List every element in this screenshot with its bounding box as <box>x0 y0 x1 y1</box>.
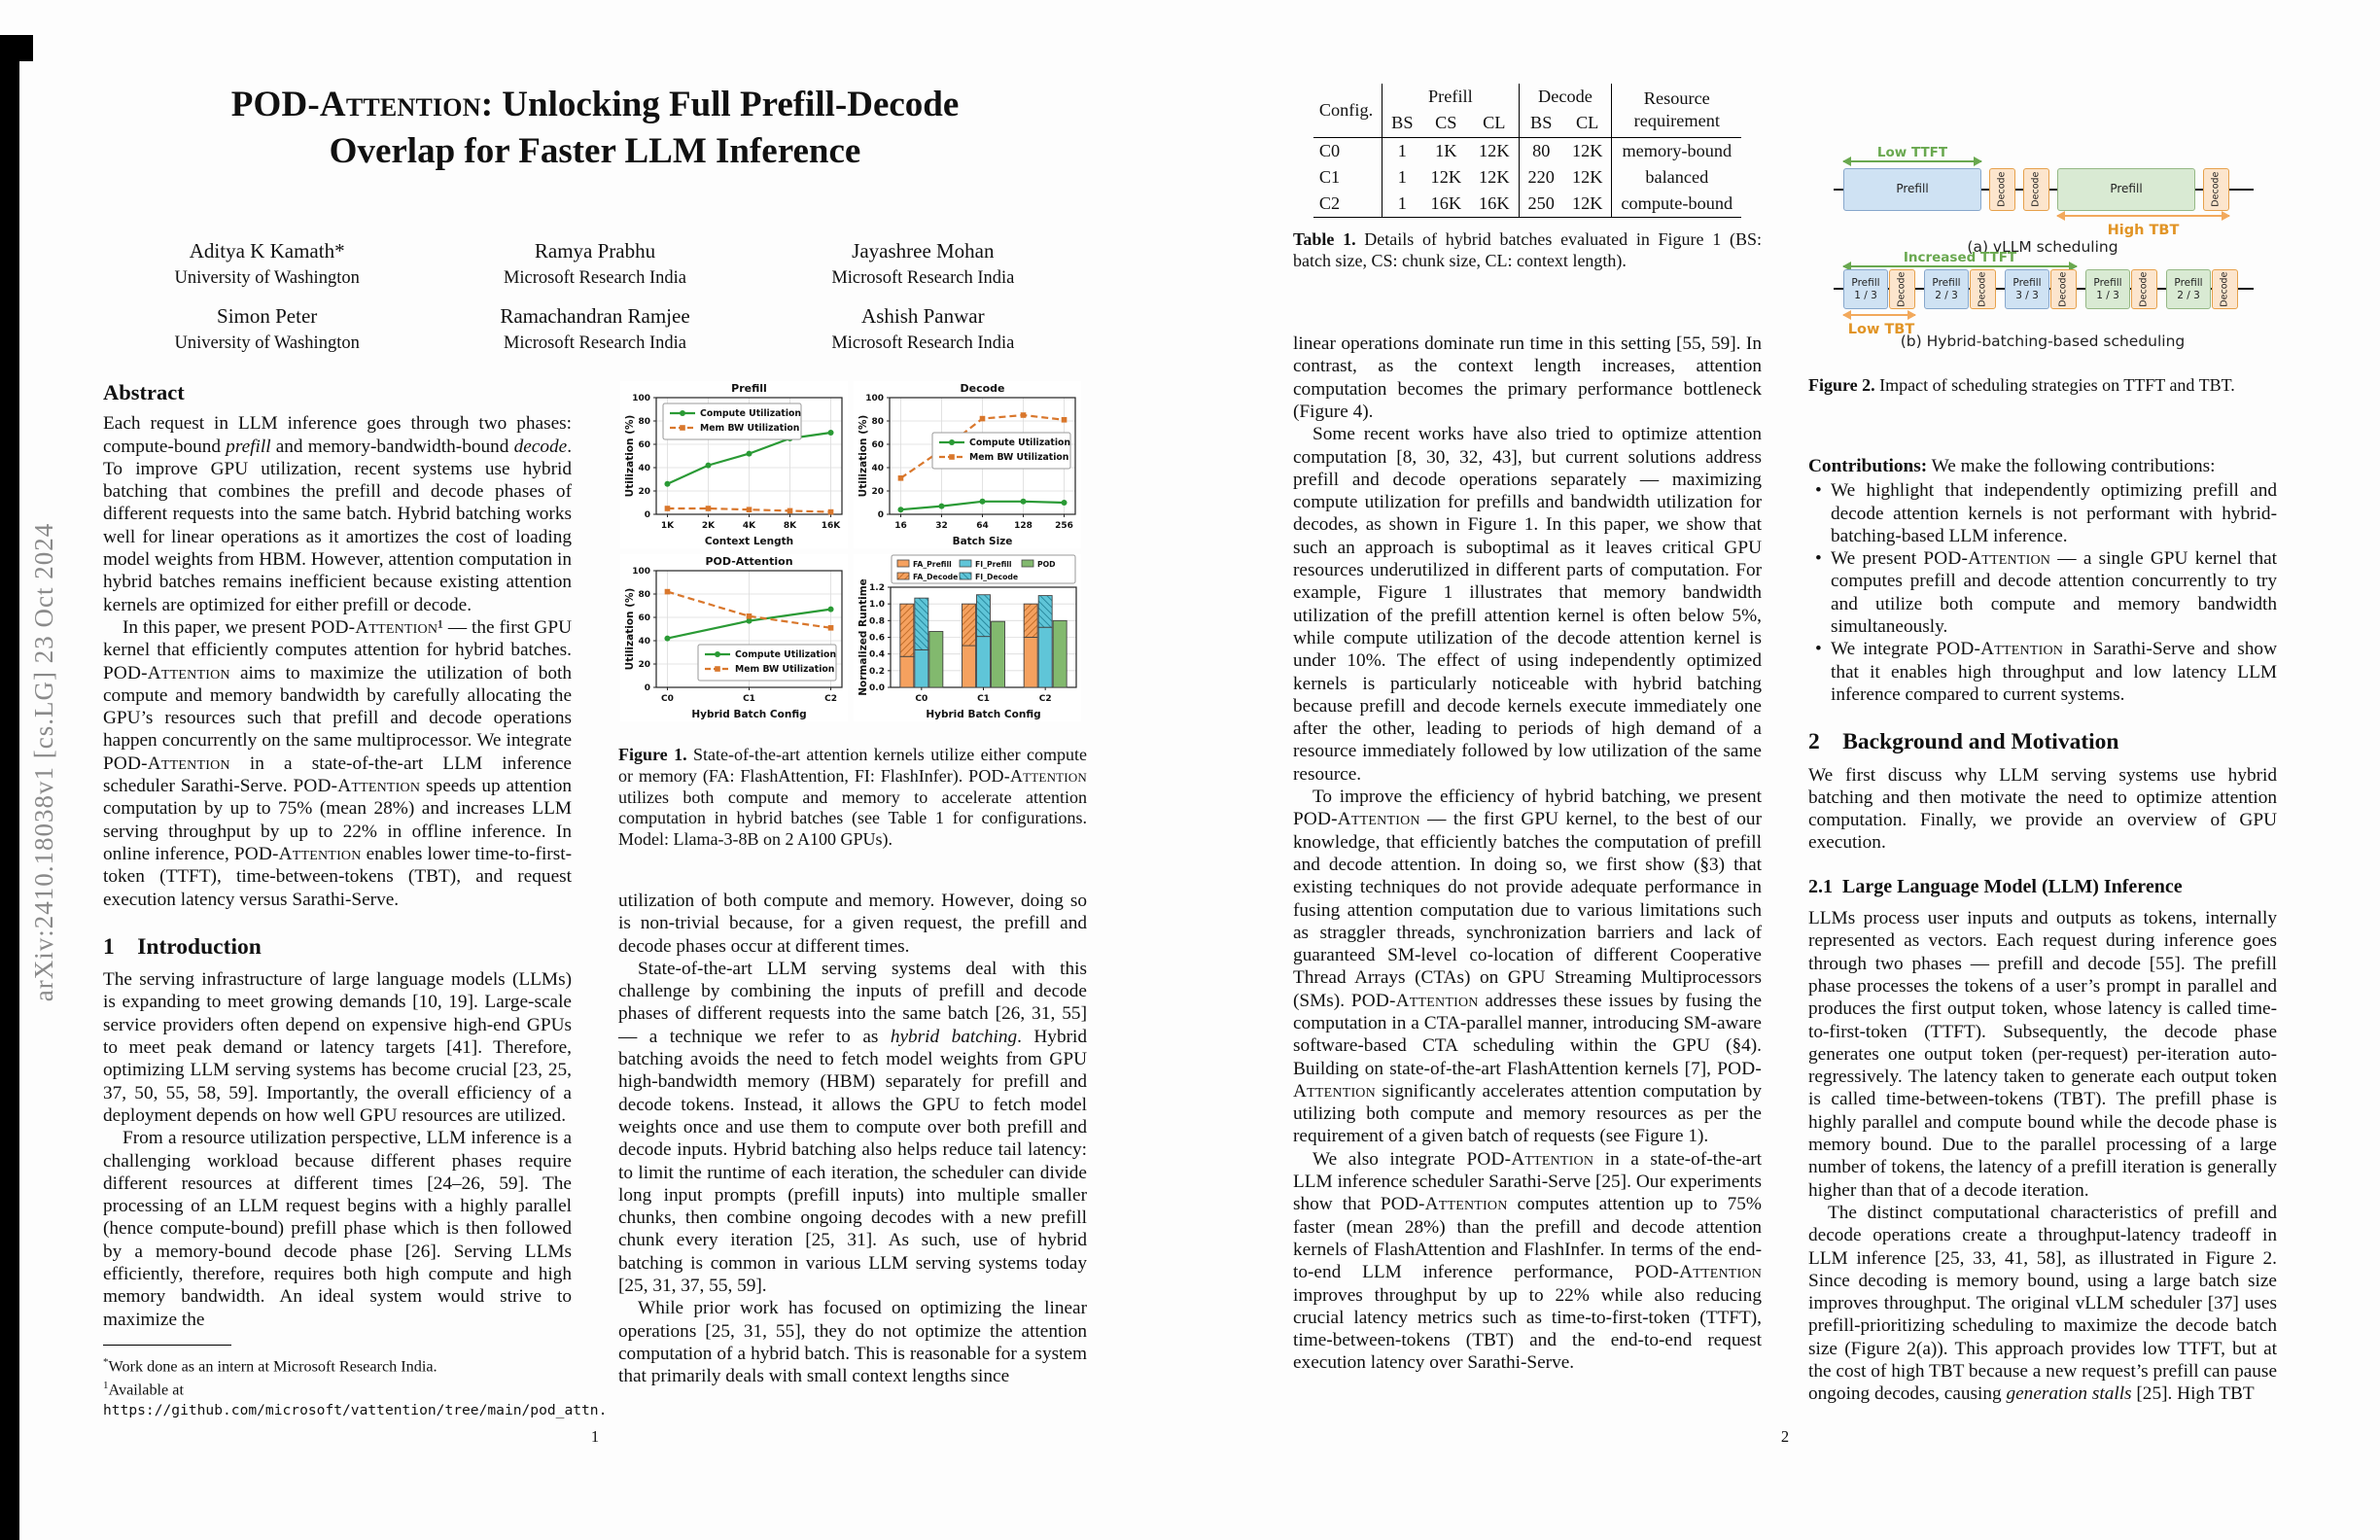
svg-text:C1: C1 <box>743 694 755 704</box>
chart-prefill <box>620 381 848 548</box>
author-name: Aditya K Kamath* <box>189 239 345 262</box>
author-name: Simon Peter <box>217 304 318 328</box>
prefill-chunk-box <box>2005 269 2049 309</box>
svg-text:80: 80 <box>638 590 650 600</box>
table-row <box>1313 137 1741 164</box>
svg-text:C2: C2 <box>824 694 837 704</box>
section1-heading: 1 Introduction <box>103 933 262 960</box>
table-cell: 1 <box>1382 164 1422 191</box>
svg-text:0: 0 <box>877 510 884 520</box>
svg-text:C1: C1 <box>977 694 990 704</box>
prefill-label: Prefill <box>1932 277 1961 289</box>
decode-box <box>1989 168 2015 211</box>
author-2 <box>759 239 1087 289</box>
chunk-fraction: 1 / 3 <box>1854 289 1877 301</box>
table-cell: memory-bound <box>1612 137 1741 164</box>
svg-text:0.6: 0.6 <box>869 633 885 644</box>
decode-label: Decode <box>1977 271 1988 307</box>
svg-text:1.0: 1.0 <box>869 600 885 611</box>
svg-text:Hybrid Batch Config: Hybrid Batch Config <box>926 709 1041 720</box>
svg-text:Mem BW Utilization: Mem BW Utilization <box>700 423 800 434</box>
table1-caption-text: Details of hybrid batches evaluated in Figure 1 (BS: batch size, CS: chunk size, CL: context length). <box>1293 229 1762 271</box>
figure2-caption-text: Impact of scheduling strategies on TTFT and TBT. <box>1874 375 2235 395</box>
svg-text:80: 80 <box>638 417 650 427</box>
prefill-label: Prefill <box>2174 277 2203 289</box>
svg-text:C2: C2 <box>1038 694 1052 704</box>
author-name: Jayashree Mohan <box>852 239 995 262</box>
page2-number: 2 <box>1780 1427 1790 1446</box>
table-cell: 12K <box>1571 166 1603 187</box>
svg-text:Decode: Decode <box>960 382 1005 395</box>
svg-text:Mem BW Utilization: Mem BW Utilization <box>969 452 1069 463</box>
table1-header-resource-line2: requirement <box>1633 111 1720 131</box>
svg-text:8K: 8K <box>783 521 797 531</box>
svg-text:16K: 16K <box>821 521 841 531</box>
increased-ttft-label: Increased TTFT <box>1903 250 2017 265</box>
decode-label: Decode <box>2030 171 2042 208</box>
author-name: Ashish Panwar <box>861 304 985 328</box>
table-row <box>1313 191 1741 218</box>
section21-paragraphs <box>1808 907 2277 1406</box>
contribution-bullet: • We integrate POD-Attention in Sarathi-Serve and show that it enables high throughput and low latency LLM inference compared to current systems. <box>1808 638 2277 706</box>
chart-normalized-runtime <box>854 554 1081 721</box>
table1-subheader: CL <box>1563 110 1612 137</box>
author-block <box>103 239 1087 354</box>
svg-text:0.8: 0.8 <box>869 616 885 627</box>
author-affiliation: Microsoft Research India <box>503 333 686 353</box>
decode-label: Decode <box>1896 271 1908 307</box>
table1-header-decode: Decode <box>1519 84 1612 110</box>
decode-box <box>2050 269 2077 309</box>
body-paragraph: State-of-the-art LLM serving systems deal with this challenge by combining the inputs of prefill and decode phases of different requests into the same batch [26, 31, 55] — a technique we refer to as hybrid batching. Hybrid batching avoids the need to fetch model weights from GPU high-bandwidth memory (HBM) separately for prefill and decode tokens. Instead, it allows the GPU to fetch model weights once and use them to compute over both prefill and decode inputs. Hybrid batching also helps reduce tail latency: to limit the runtime of each iteration, the scheduler can divide long input prompts (prefill inputs) into multiple smaller chunks, then combine ongoing decodes with a new prefill chunk every iteration [25, 31]. As such, use of hybrid batching is common in various LLM serving systems today [25, 31, 37, 55, 59]. <box>618 958 1088 1297</box>
table-cell: 12K <box>1430 166 1462 187</box>
decode-box <box>2203 168 2229 211</box>
table-cell: 12K <box>1479 166 1510 187</box>
svg-text:80: 80 <box>871 417 884 427</box>
author-3 <box>103 304 431 354</box>
chunk-fraction: 1 / 3 <box>2096 289 2119 301</box>
svg-text:1K: 1K <box>660 521 675 531</box>
decode-label: Decode <box>2219 271 2230 307</box>
footnote-url-link[interactable]: https://github.com/microsoft/vattention/tree/main/pod_attn. <box>103 1401 608 1418</box>
svg-text:FA_Prefill: FA_Prefill <box>913 560 952 569</box>
svg-text:Normalized Runtime: Normalized Runtime <box>858 578 869 696</box>
scan-edge-notch <box>0 35 33 61</box>
svg-text:FI_Decode: FI_Decode <box>975 573 1019 581</box>
page1-number: 1 <box>590 1427 600 1446</box>
contributions-intro: We make the following contributions: <box>1927 456 2216 476</box>
decode-box <box>1889 269 1915 309</box>
decode-label: Decode <box>2057 271 2069 307</box>
svg-text:POD-Attention: POD-Attention <box>705 555 793 568</box>
section2-heading: 2 Background and Motivation <box>1808 729 2119 755</box>
svg-text:16: 16 <box>894 521 907 531</box>
svg-text:0.2: 0.2 <box>869 666 885 677</box>
footnote-2 <box>103 1376 608 1419</box>
author-affiliation: Microsoft Research India <box>503 268 686 288</box>
svg-text:0: 0 <box>644 510 650 520</box>
table1-subheader: CL <box>1470 110 1519 137</box>
table-cell: 80 <box>1519 137 1563 164</box>
author-affiliation: Microsoft Research India <box>831 333 1015 353</box>
body-paragraph: The distinct computational characteristics of prefill and decode operations create a throughput-latency tradeoff in LLM inference [25, 33, 41, 58], as illustrated in Figure 2. Since decoding is memory bound, using a large batch size improves throughput. The original vLLM scheduler [37] uses prefill-prioritizing scheduling to maximize the decode batch size (Figure 2(a)). This approach provides low TTFT, but at the cost of high TBT because a new request’s prefill can pause ongoing decodes, causing generation stalls [25]. High TBT <box>1808 1202 2277 1405</box>
prefill-label: Prefill <box>2093 277 2122 289</box>
table-cell: balanced <box>1612 164 1741 191</box>
high-tbt-arrow <box>2057 215 2229 217</box>
author-1 <box>431 239 758 289</box>
page1-column2 <box>618 381 1087 1388</box>
table-cell: 220 <box>1519 164 1563 191</box>
svg-text:1.2: 1.2 <box>869 583 885 593</box>
author-name: Ramachandran Ramjee <box>500 304 690 328</box>
figure1-charts <box>620 381 1081 721</box>
svg-text:32: 32 <box>935 521 948 531</box>
svg-text:64: 64 <box>976 521 989 531</box>
high-tbt-label: High TBT <box>2107 223 2180 238</box>
prefill-chunk-box <box>2166 269 2211 309</box>
table1-subheader: CS <box>1422 110 1470 137</box>
page2-column2 <box>1808 78 2277 1406</box>
table-cell: 1 <box>1382 191 1422 218</box>
svg-text:256: 256 <box>1055 521 1073 531</box>
svg-text:Hybrid Batch Config: Hybrid Batch Config <box>691 709 807 720</box>
svg-text:0.0: 0.0 <box>869 683 885 693</box>
body-paragraph: We first discuss why LLM serving systems use hybrid batching and then motivate the need to optimize attention computation. Finally, we provide an overview of GPU execution. <box>1808 764 2277 854</box>
contributions-lead: Contributions: <box>1808 456 1928 476</box>
introduction-paragraph: The serving infrastructure of large language models (LLMs) is expanding to meet growing demands [10, 19]. Large-scale service providers often depend on expensive high-end GPUs to meet peak demand or latency targets [41]. Therefore, optimizing LLM serving systems has become crucial [23, 25, 37, 50, 55, 58, 59]. Importantly, the overall efficiency of a deployment depends on how well GPU resources are utilized. <box>103 969 572 1126</box>
svg-text:2K: 2K <box>701 521 716 531</box>
chunk-fraction: 2 / 3 <box>2177 289 2200 301</box>
table-cell: 16K <box>1470 191 1519 218</box>
body-paragraph: While prior work has focused on optimizing the linear operations [25, 31, 55], they do not optimize the attention computation of a hybrid batch. This is reasonable for a system that primarily deals with small context lengths since <box>618 1298 1087 1387</box>
prefill-label: Prefill <box>1851 277 1880 289</box>
abstract-paragraph: In this paper, we present POD-Attention¹ — the first GPU kernel that efficiently computes attention for hybrid batches. POD-Attention aims to maximize the utilization of both compute and memory bandwidth by carefully allocating the GPU’s resources such that prefill and decode operations happen concurrently on the same multiprocessor. We integrate POD-Attention in a state-of-the-art LLM inference scheduler Sarathi-Serve. POD-Attention speeds up attention computation by up to 75% (mean 28%) and increases LLM serving throughput by up to 22% in offline inference. In online inference, POD-Attention enables lower time-to-first-token (TTFT), time-between-tokens (TBT), and request execution latency versus Sarathi-Serve. <box>103 616 572 910</box>
table1-caption <box>1293 229 1762 272</box>
footnote-1 <box>103 1352 572 1376</box>
body-paragraph: To improve the efficiency of hybrid batching, we present POD-Attention — the first GPU kernel, to the best of our knowledge, that efficiently batches the computation of prefill and decode attention. In doing so, we first show (§3) that existing techniques do not provide adequate performance in fusing attention computation due to various limitations such as straggler threads, synchronization barriers and lack of guaranteed SM-level co-location of different Cooperative Thread Arrays (CTAs) on GPU Streaming Multiprocessors (SMs). POD-Attention addresses these issues by fusing the computation in a CTA-parallel manner, introducing SM-aware software-based CTA scheduling within the GPU (§4). Building on state-of-the-art FlashAttention kernels [7], POD-Attention significantly accelerates attention computation by utilizing both compute and memory resources as per the requirement of a given batch of requests (see Figure 1). <box>1293 787 1762 1147</box>
footnote-marker: * <box>103 1355 109 1368</box>
abstract-heading: Abstract <box>103 380 185 404</box>
figure2-diagram <box>1808 78 2277 408</box>
low-tbt-arrow <box>1843 314 1915 316</box>
figure1-caption <box>618 745 1087 851</box>
table-cell: compute-bound <box>1612 191 1741 218</box>
svg-text:100: 100 <box>632 394 650 403</box>
svg-text:Prefill: Prefill <box>731 382 767 395</box>
author-affiliation: University of Washington <box>174 268 360 288</box>
author-4 <box>431 304 758 354</box>
svg-text:40: 40 <box>871 464 884 473</box>
prefill-chunk-box <box>2085 269 2130 309</box>
body-paragraph: Some recent works have also tried to optimize attention computation [8, 30, 32, 43], but current solutions address prefill and decode operations separately — maximizing compute utilization for prefills and bandwidth utilization for decodes, as shown in Figure 1. In this paper, we show that such an approach is suboptimal as it leaves critical GPU resources underutilized in different parts of computation. For example, Figure 1 illustrates that memory bandwidth utilization of the prefill attention kernel is often below 5%, while compute utilization of the decode attention kernel is under 10%. The effect of using independently optimized kernels is particularly noticeable with hybrid batching because prefill and decode kernels execute immediately one after the other, leading to periods of high demand of a resource immediately followed by low utilization of the same resource. <box>1293 424 1762 785</box>
author-5 <box>759 304 1087 354</box>
prefill-chunk-box <box>1843 269 1888 309</box>
chunk-fraction: 2 / 3 <box>1935 289 1958 301</box>
author-name: Ramya Prabhu <box>534 239 656 262</box>
page1-column2-paragraphs <box>618 890 1087 1388</box>
table1-subheader: BS <box>1519 110 1563 137</box>
author-0 <box>103 239 431 289</box>
body-paragraph: linear operations dominate run time in this setting [55, 59]. In contrast, as the context length increases, attention computation becomes the primary performance bottleneck (Figure 4). <box>1293 333 1762 422</box>
table-cell: 12K <box>1563 191 1612 218</box>
svg-text:20: 20 <box>638 487 650 497</box>
decode-box <box>2212 269 2238 309</box>
low-ttft-arrow <box>1843 160 1981 162</box>
svg-text:Utilization (%): Utilization (%) <box>624 587 636 671</box>
svg-text:4K: 4K <box>742 521 756 531</box>
abstract-paragraphs <box>103 412 572 911</box>
table-cell: C0 <box>1318 140 1341 160</box>
footnote-text: Work done as an intern at Microsoft Research India. <box>108 1357 438 1376</box>
svg-text:0.4: 0.4 <box>869 649 885 660</box>
svg-text:C0: C0 <box>661 694 674 704</box>
prefill-box-green <box>2057 168 2195 211</box>
svg-text:60: 60 <box>638 440 650 450</box>
table1-subheader: BS <box>1382 110 1422 137</box>
introduction-paragraph: From a resource utilization perspective, LLM inference is a challenging workload because different phases require different resources at different times [24–26, 59]. The processing of an LLM request begins with a highly parallel (hence compute-bound) prefill phase which is then followed by a memory-bound decode phase [26]. Serving LLMs efficiently, therefore, requires both high compute and high memory bandwidth. An ideal system would strive to maximize the <box>103 1128 572 1330</box>
figure1-caption-lead: Figure 1. <box>618 745 687 764</box>
decode-label: Decode <box>2210 171 2222 208</box>
decode-label: Decode <box>1996 171 2008 208</box>
decode-box <box>2131 269 2157 309</box>
figure2a-caption: (a) vLLM scheduling <box>1967 238 2118 256</box>
page-title <box>103 82 1087 175</box>
title-line-2: Overlap for Faster LLM Inference <box>329 131 861 171</box>
section2-paragraphs <box>1808 764 2277 855</box>
chart-decode <box>854 381 1081 548</box>
contribution-bullets <box>1808 479 2277 706</box>
svg-text:Utilization (%): Utilization (%) <box>624 414 636 498</box>
svg-text:60: 60 <box>871 440 884 450</box>
body-paragraph: LLMs process user inputs and outputs as tokens, internally represented as vectors. Each request during inference goes through two phases — prefill and decode [55]. The prefill phase processes the tokens of a user’s prompt in parallel and produces the first output token, whose latency is called time-to-first-token (TTFT). Subsequently, the decode phase generates one output token (per-request) per-iteration auto-regressively. The latency taken to generate each output token is called time-between-tokens (TBT). The prefill phase is highly parallel and compute bound while the decode phase is memory bound. Due to the parallel processing of a large number of tokens, the latency of a prefill iteration is generally higher than that of a decode iteration. <box>1808 908 2277 1201</box>
footnote-text: Available at <box>108 1381 184 1399</box>
contributions-paragraph <box>1808 455 2277 477</box>
chart-pod-attention <box>620 554 848 721</box>
page2-column1-paragraphs <box>1293 332 1762 1375</box>
page2-column1 <box>1293 78 1762 1375</box>
introduction-paragraphs <box>103 968 572 1331</box>
contribution-bullet: • We highlight that independently optimizing prefill and decode attention kernels is not performant with hybrid-batching-based LLM inference. <box>1808 479 2277 547</box>
table1-header-prefill: Prefill <box>1382 84 1519 110</box>
svg-text:40: 40 <box>638 637 650 647</box>
low-ttft-label: Low TTFT <box>1876 145 1948 160</box>
increased-ttft-arrow <box>1843 265 2077 267</box>
table-cell: 12K <box>1571 140 1603 160</box>
low-tbt-label: Low TBT <box>1847 322 1915 337</box>
svg-text:128: 128 <box>1014 521 1032 531</box>
title-line-1: POD-Attention: Unlocking Full Prefill-Decode <box>230 85 960 124</box>
prefill-label: Prefill <box>2012 277 2042 289</box>
svg-text:Compute Utilization: Compute Utilization <box>700 408 802 419</box>
table1 <box>1313 84 1741 218</box>
svg-text:0: 0 <box>644 683 650 693</box>
prefill-box-blue <box>1843 168 1981 211</box>
decode-label: Decode <box>2138 271 2150 307</box>
table-cell: C1 <box>1318 166 1341 187</box>
table-cell: 16K <box>1422 191 1470 218</box>
author-affiliation: Microsoft Research India <box>831 268 1015 288</box>
prefill-label: Prefill <box>2110 182 2143 196</box>
chunk-fraction: 3 / 3 <box>2015 289 2039 301</box>
svg-text:Context Length: Context Length <box>704 536 794 547</box>
svg-text:FA_Decode: FA_Decode <box>913 573 959 581</box>
abstract-paragraph: Each request in LLM inference goes through two phases: compute-bound prefill and memory-bandwidth-bound decode. To improve GPU utilization, recent systems use hybrid batching that combines the prefill and decode phases of different requests into the same batch. Hybrid batching works well for linear operations as it amortizes the cost of loading model weights from HBM. However, attention computation in hybrid batches remains inefficient because existing attention kernels are optimized for either prefill or decode. <box>103 413 573 615</box>
page1-column1 <box>103 380 608 1420</box>
arxiv-sidebar-label: arXiv:2410.18038v1 [cs.LG] 23 Oct 2024 <box>29 522 58 1002</box>
table-cell: 250 <box>1519 191 1563 218</box>
svg-text:POD: POD <box>1037 560 1056 569</box>
svg-text:100: 100 <box>865 394 884 403</box>
figure2-caption-lead: Figure 2. <box>1808 375 1875 395</box>
svg-text:C0: C0 <box>915 694 928 704</box>
prefill-chunk-box <box>1924 269 1969 309</box>
table-cell: C2 <box>1313 191 1382 218</box>
prefill-label: Prefill <box>1896 182 1929 196</box>
figure2b-caption: (b) Hybrid-batching-based scheduling <box>1900 332 2186 350</box>
table1-header-resource-line1: Resource <box>1643 88 1710 108</box>
svg-text:40: 40 <box>638 464 650 473</box>
decode-box <box>2023 168 2049 211</box>
figure1-caption-text: State-of-the-art attention kernels utilize either compute or memory (FA: FlashAttention, FI: FlashInfer). POD-Attention utilizes both compute and memory to accelerate attention computation in hybrid batches (see Table 1 for configurations. Model: Llama-3-8B on 2 A100 GPUs). <box>618 745 1087 850</box>
svg-text:Utilization (%): Utilization (%) <box>858 414 869 498</box>
table1-header-config: Config. <box>1313 84 1382 137</box>
table1-header-resource <box>1612 84 1741 137</box>
svg-text:20: 20 <box>638 660 650 670</box>
table-cell: 1 <box>1382 137 1422 164</box>
table-cell: 1K <box>1435 140 1457 160</box>
scan-edge-bar <box>0 35 19 1540</box>
svg-text:Compute Utilization: Compute Utilization <box>735 649 837 660</box>
svg-text:60: 60 <box>638 613 650 623</box>
body-paragraph: utilization of both compute and memory. However, doing so is non-trivial because, for a given request, the prefill and decode phases occur at different times. <box>618 890 1087 957</box>
contribution-bullet: • We present POD-Attention — a single GPU kernel that computes prefill and decode attention concurrently to try and utilize both compute and memory bandwidth simultaneously. <box>1808 547 2277 638</box>
table1-caption-lead: Table 1. <box>1293 229 1356 250</box>
svg-text:Mem BW Utilization: Mem BW Utilization <box>735 664 835 675</box>
table-row <box>1313 164 1741 191</box>
footnote-rule <box>103 1345 231 1346</box>
svg-text:Batch Size: Batch Size <box>952 536 1013 547</box>
svg-text:Compute Utilization: Compute Utilization <box>969 438 1071 448</box>
section21-heading: 2.1 Large Language Model (LLM) Inference <box>1808 875 2183 897</box>
decode-box <box>1970 269 1996 309</box>
table-cell: 12K <box>1479 140 1510 160</box>
svg-text:FI_Prefill: FI_Prefill <box>975 560 1012 569</box>
footnote-marker: 1 <box>103 1380 109 1392</box>
figure2-caption <box>1808 375 2277 397</box>
svg-text:100: 100 <box>632 567 650 577</box>
body-paragraph: We also integrate POD-Attention in a state-of-the-art LLM inference scheduler Sarathi-Serve [25]. Our experiments show that POD-Attention computes attention up to 75% faster (mean 28%) than the prefill and decode attention kernels of FlashAttention and FlashInfer. In terms of the end-to-end LLM inference performance, POD-Attention improves throughput by up to 22% while also reducing crucial latency metrics such as time-to-first-token (TTFT), time-between-tokens (TBT) and the end-to-end request execution latency over Sarathi-Serve. <box>1293 1148 1762 1374</box>
author-affiliation: University of Washington <box>174 333 360 353</box>
svg-text:20: 20 <box>871 487 884 497</box>
